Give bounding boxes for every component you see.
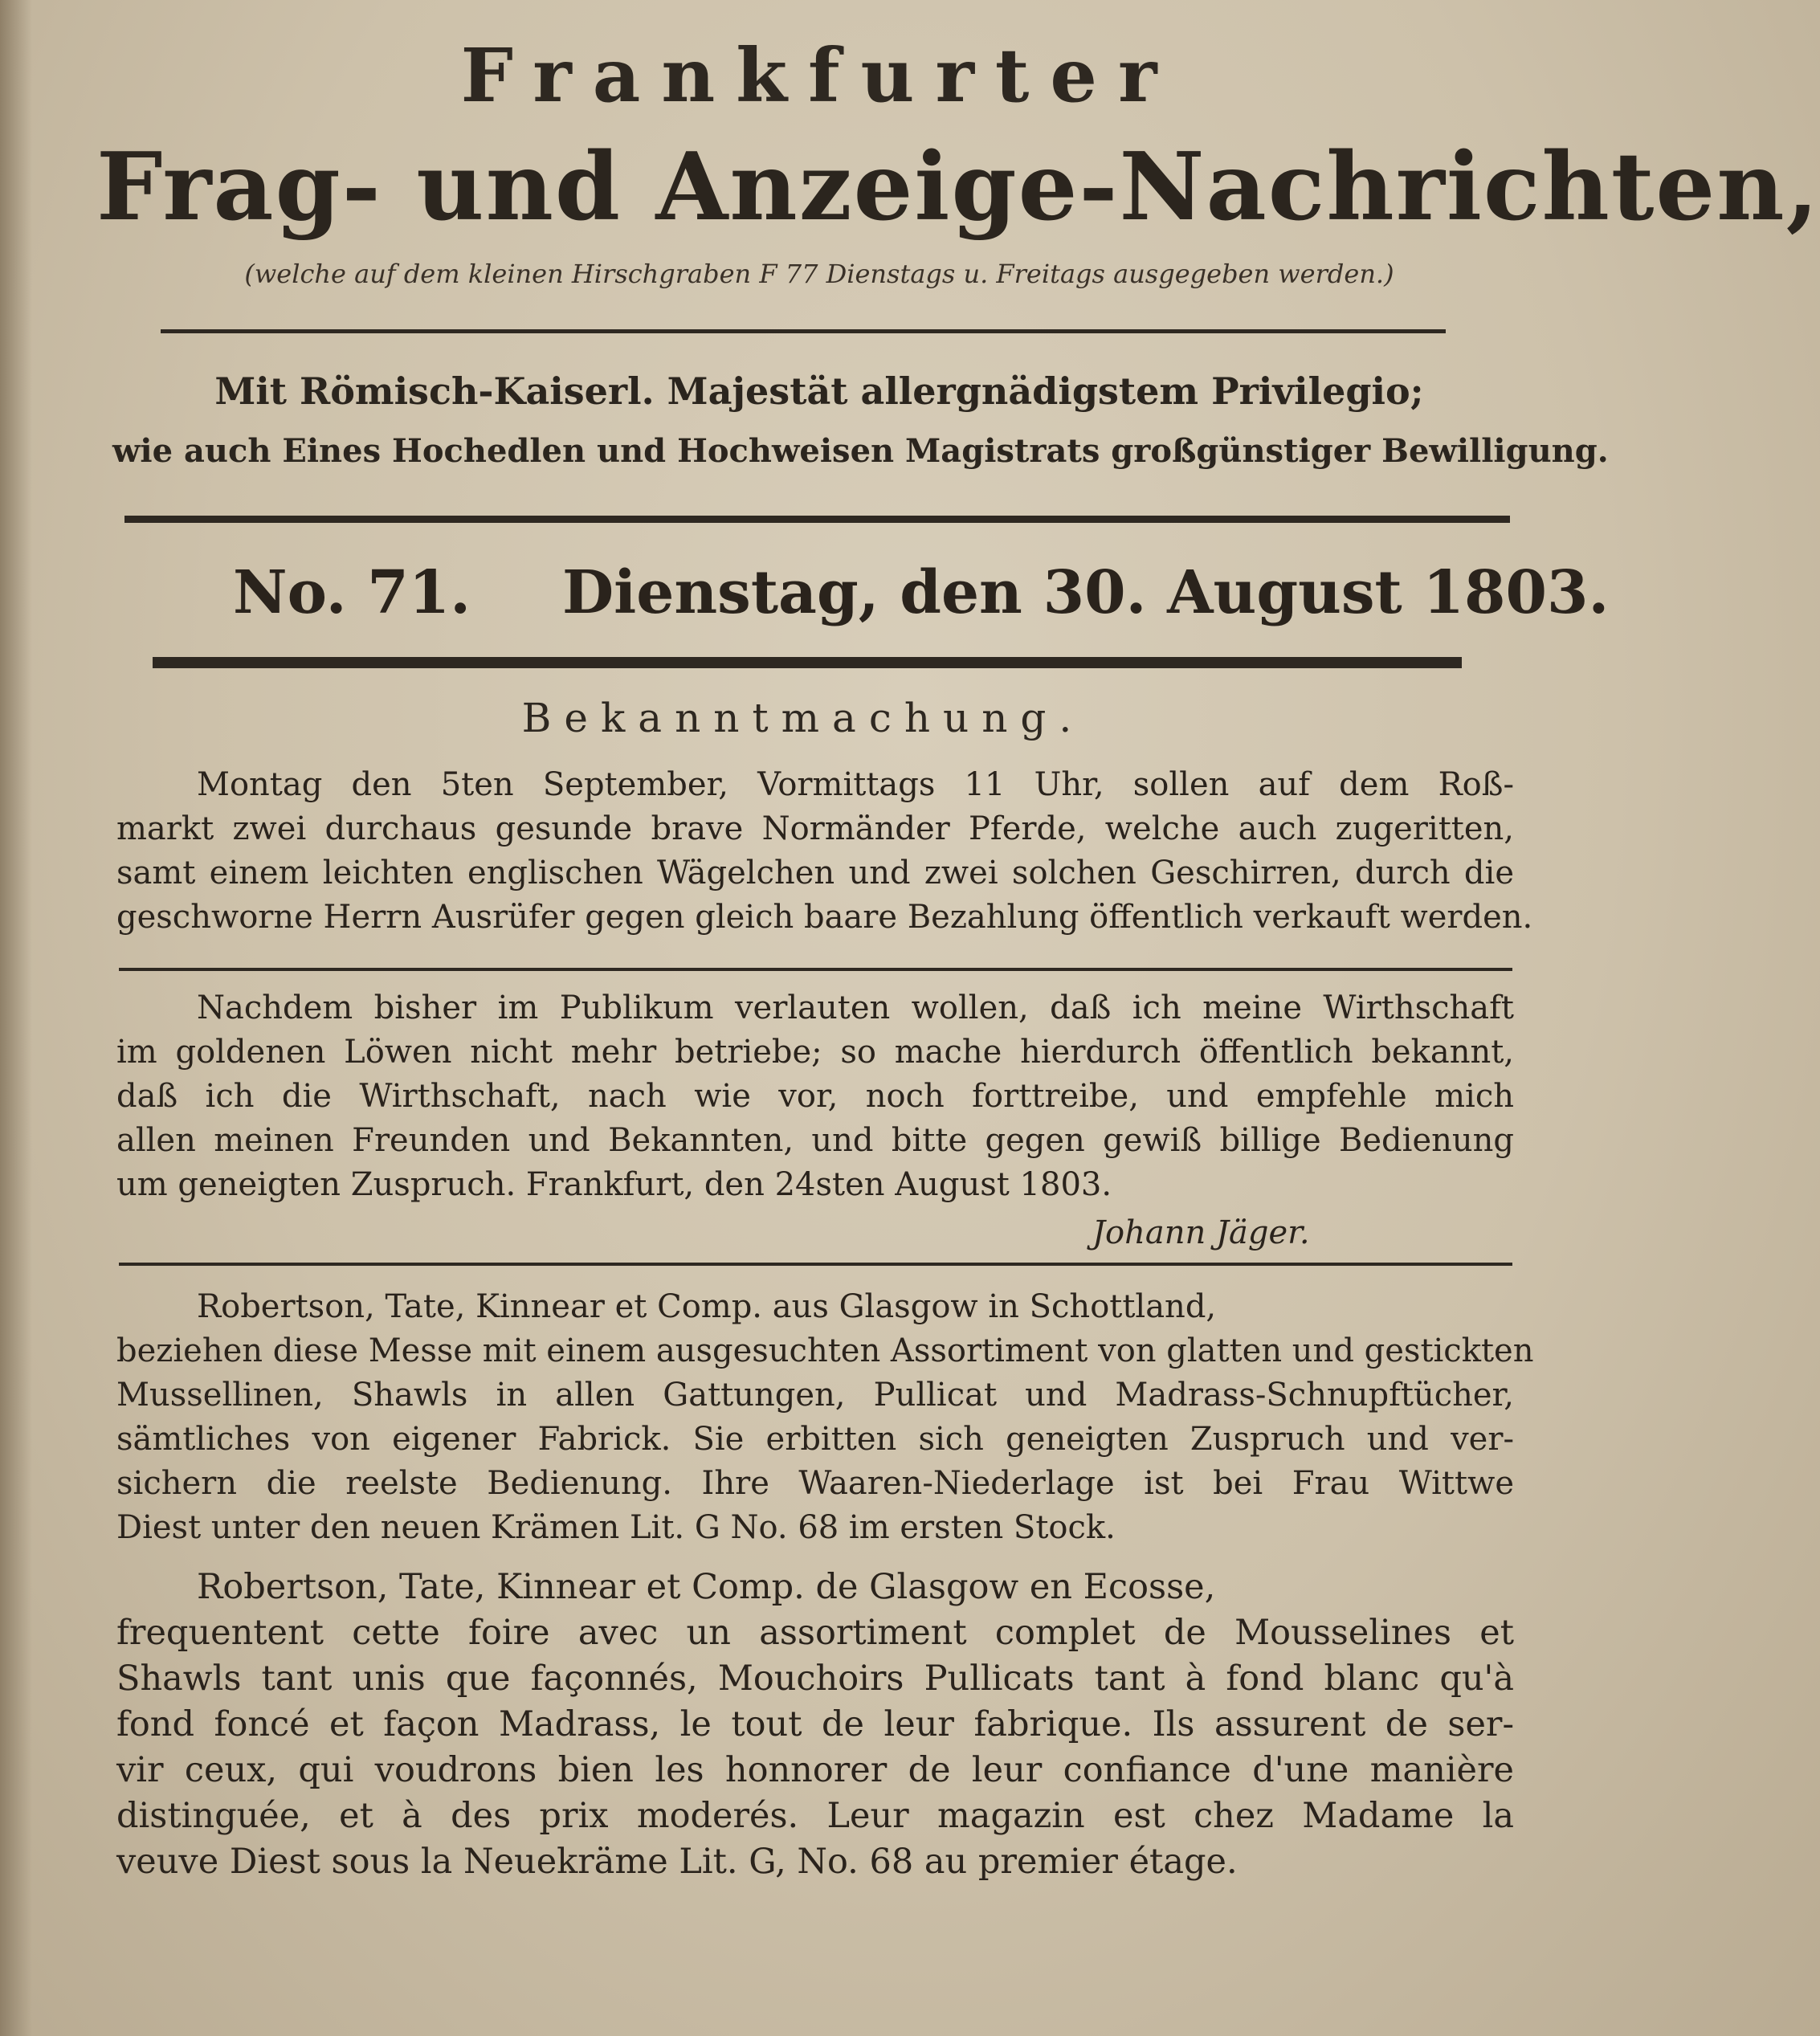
text-line: markt zwei durchaus gesunde brave Normänder Pferde, welche auch zugeritten, <box>116 810 1514 847</box>
text-line: im goldenen Löwen nicht mehr betriebe; so mache hierdurch öffentlich bekannt, <box>116 1034 1514 1071</box>
divider-rule <box>124 516 1510 523</box>
text-line: Nachdem bisher im Publikum verlauten wollen, daß ich meine Wirthschaft <box>197 989 1514 1026</box>
text-line: samt einem leichten englischen Wägelchen und zwei solchen Geschirren, durch die <box>116 855 1514 892</box>
text-line: um geneigten Zuspruch. Frankfurt, den 24sten August 1803. <box>116 1166 1112 1203</box>
masthead-subtitle: (welche auf dem kleinen Hirschgraben F 77 Dienstags u. Freitags ausgegeben werden.) <box>244 259 1394 289</box>
text-line: distinguée, et à des prix moderés. Leur magazin est chez Madame la <box>116 1796 1514 1836</box>
privilege-line2: wie auch Eines Hochedlen und Hochweisen Magistrats großgünstiger Bewilligung. <box>112 432 1609 470</box>
text-line: fond foncé et façon Madrass, le tout de leur fabrique. Ils assurent de ser- <box>116 1704 1514 1744</box>
text-line: allen meinen Freunden und Bekannten, und bitte gegen gewiß billige Bedienung <box>116 1122 1514 1159</box>
text-line: Montag den 5ten September, Vormittags 11 Uhr, sollen auf dem Roß- <box>197 766 1514 803</box>
issue-number: No. 71. <box>233 558 471 627</box>
text-line: Robertson, Tate, Kinnear et Comp. de Glasgow en Ecosse, <box>197 1567 1216 1607</box>
text-line: sichern die reelste Bedienung. Ihre Waaren-Niederlage ist bei Frau Wittwe <box>116 1465 1514 1502</box>
divider-rule <box>161 329 1446 333</box>
divider-rule <box>119 968 1512 971</box>
notice-heading: Bekanntmachung. <box>521 695 1085 741</box>
text-line: Mussellinen, Shawls in allen Gattungen, Pullicat und Madrass-Schnupftücher, <box>116 1377 1514 1414</box>
divider-rule <box>119 1263 1512 1266</box>
issue-date: Dienstag, den 30. August 1803. <box>562 558 1610 627</box>
text-line: vir ceux, qui voudrons bien les honnorer de leur confiance d'une manière <box>116 1750 1514 1790</box>
text-line: Shawls tant unis que façonnés, Mouchoirs Pullicats tant à fond blanc qu'à <box>116 1659 1514 1699</box>
divider-rule <box>153 657 1462 668</box>
text-line: sämtliches von eigener Fabrick. Sie erbitten sich geneigten Zuspruch und ver- <box>116 1421 1514 1458</box>
text-line: daß ich die Wirthschaft, nach wie vor, noch forttreibe, und empfehle mich <box>116 1078 1514 1115</box>
signature: Johann Jäger. <box>1092 1214 1310 1251</box>
text-line: Robertson, Tate, Kinnear et Comp. aus Glasgow in Schottland, <box>197 1288 1217 1325</box>
text-line: geschworne Herrn Ausrüfer gegen gleich baare Bezahlung öffentlich verkauft werden. <box>116 899 1533 936</box>
masthead-title-line1: Frankfurter <box>460 32 1178 119</box>
text-line: Diest unter den neuen Krämen Lit. G No. 68 im ersten Stock. <box>116 1509 1116 1546</box>
masthead-title-line2: Frag- und Anzeige-Nachrichten, <box>96 133 1820 242</box>
text-line: frequentent cette foire avec un assortiment complet de Mousselines et <box>116 1613 1514 1653</box>
notice-robertson-german <box>116 1285 1534 1550</box>
text-line: veuve Diest sous la Neuekräme Lit. G, No. 68 au premier étage. <box>116 1842 1238 1882</box>
notice-robertson-french <box>116 1565 1514 1885</box>
notice-golden-lion <box>116 986 1514 1207</box>
notice-horse-sale <box>116 763 1533 940</box>
privilege-line1: Mit Römisch-Kaiserl. Majestät allergnädigstem Privilegio; <box>214 369 1424 413</box>
text-line: beziehen diese Messe mit einem ausgesuchten Assortiment von glatten und gestickten <box>116 1332 1534 1369</box>
